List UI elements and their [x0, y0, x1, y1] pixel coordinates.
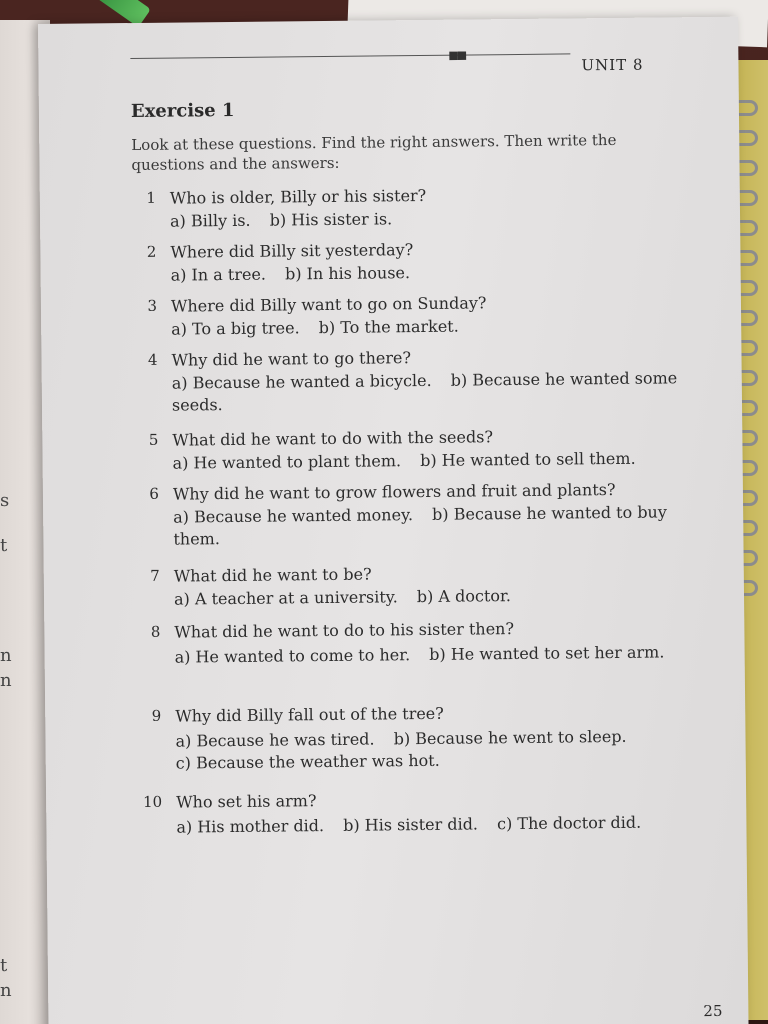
question-item: [134, 425, 694, 473]
question-item: [138, 787, 698, 837]
question-text: Why did he want to grow flowers and fruit and plants?: [172, 479, 616, 504]
exercise-instructions: Look at these questions. Find the right answers. Then write the questions and the answers:: [131, 130, 617, 175]
answer-option: a) He wanted to plant them.: [172, 451, 402, 473]
question-text: Who set his arm?: [176, 791, 317, 812]
answer-option: a) He wanted to come to her.: [174, 645, 411, 667]
answer-option: a) In a tree.: [170, 264, 267, 285]
page-number: 25: [703, 1001, 723, 1021]
answer-option: b) A doctor.: [416, 586, 512, 607]
question-text: Where did Billy want to go on Sunday?: [170, 293, 487, 316]
question-item: [132, 183, 692, 231]
answer-option: a) Billy is.: [169, 210, 251, 231]
answer-options: [170, 205, 690, 232]
answer-option: c) Because the weather was hot.: [175, 750, 440, 773]
answer-option: b) He wanted to sell them.: [420, 448, 636, 471]
answer-option: b) To the market.: [318, 316, 459, 338]
question-number: 10: [142, 792, 163, 811]
answer-options: [175, 641, 695, 668]
exercise-title: Exercise 1: [130, 99, 235, 123]
question-number: 5: [148, 430, 159, 449]
textbook-page: [38, 17, 749, 1024]
answer-option: a) His mother did.: [176, 816, 325, 837]
question-text: What did he want to do to his sister then?: [174, 619, 515, 642]
question-text: Who is older, Billy or his sister?: [169, 185, 427, 208]
left-page-fragment: n: [0, 645, 12, 666]
question-item: [135, 479, 695, 549]
question-item: [133, 345, 693, 415]
left-page-fragment: n: [0, 670, 12, 691]
answer-options: [176, 811, 696, 838]
left-page-fragment: t: [0, 955, 8, 976]
question-text: What did he want to be?: [173, 564, 372, 586]
left-page-fragment: n: [0, 980, 12, 1001]
answer-options: [171, 259, 691, 286]
question-text: Why did he want to go there?: [171, 348, 412, 370]
question-item: [136, 617, 696, 667]
answer-option: a) Because he wanted a bicycle.: [171, 370, 432, 393]
answer-options: [172, 367, 692, 416]
answer-option: b) Because he wanted some seeds.: [171, 368, 678, 415]
question-item: [132, 237, 692, 285]
question-text: Why did Billy fall out of the tree?: [175, 703, 444, 726]
answer-option: a) Because he was tired.: [175, 729, 375, 751]
answer-option: a) To a big tree.: [171, 318, 300, 339]
question-number: 9: [151, 706, 162, 725]
question-text: Where did Billy sit yesterday?: [170, 240, 414, 262]
question-number: 8: [150, 622, 161, 641]
question-number: 1: [146, 188, 156, 207]
unit-label: UNIT 8: [581, 55, 644, 75]
question-number: 2: [146, 242, 157, 261]
answer-option: b) Because he wanted to buy them.: [173, 502, 667, 549]
answer-option: c) The doctor did.: [496, 812, 642, 834]
question-number: 6: [149, 484, 160, 503]
answer-options: [175, 725, 695, 774]
question-item: [137, 701, 697, 773]
answer-options: [171, 313, 691, 340]
question-text: What did he want to do with the seeds?: [172, 427, 494, 450]
header-ornament: ■■: [448, 48, 466, 62]
answer-option: b) Because he went to sleep.: [393, 726, 627, 749]
question-item: [136, 561, 696, 609]
answer-options: [174, 583, 694, 610]
answer-option: b) His sister is.: [269, 209, 393, 230]
question-number: 4: [147, 350, 158, 369]
answer-option: a) A teacher at a university.: [173, 587, 398, 609]
answer-options: [172, 447, 692, 474]
answer-options: [173, 501, 693, 550]
question-number: 7: [150, 566, 160, 585]
left-page-fragment: t: [0, 535, 8, 556]
question-number: 3: [147, 296, 158, 315]
answer-option: b) His sister did.: [343, 814, 479, 835]
answer-option: b) In his house.: [284, 263, 411, 284]
header-rule: [130, 53, 570, 59]
left-page-fragment: s: [0, 490, 10, 511]
answer-option: b) He wanted to set her arm.: [429, 642, 665, 664]
question-item: [133, 291, 693, 339]
answer-option: a) Because he wanted money.: [173, 505, 414, 527]
